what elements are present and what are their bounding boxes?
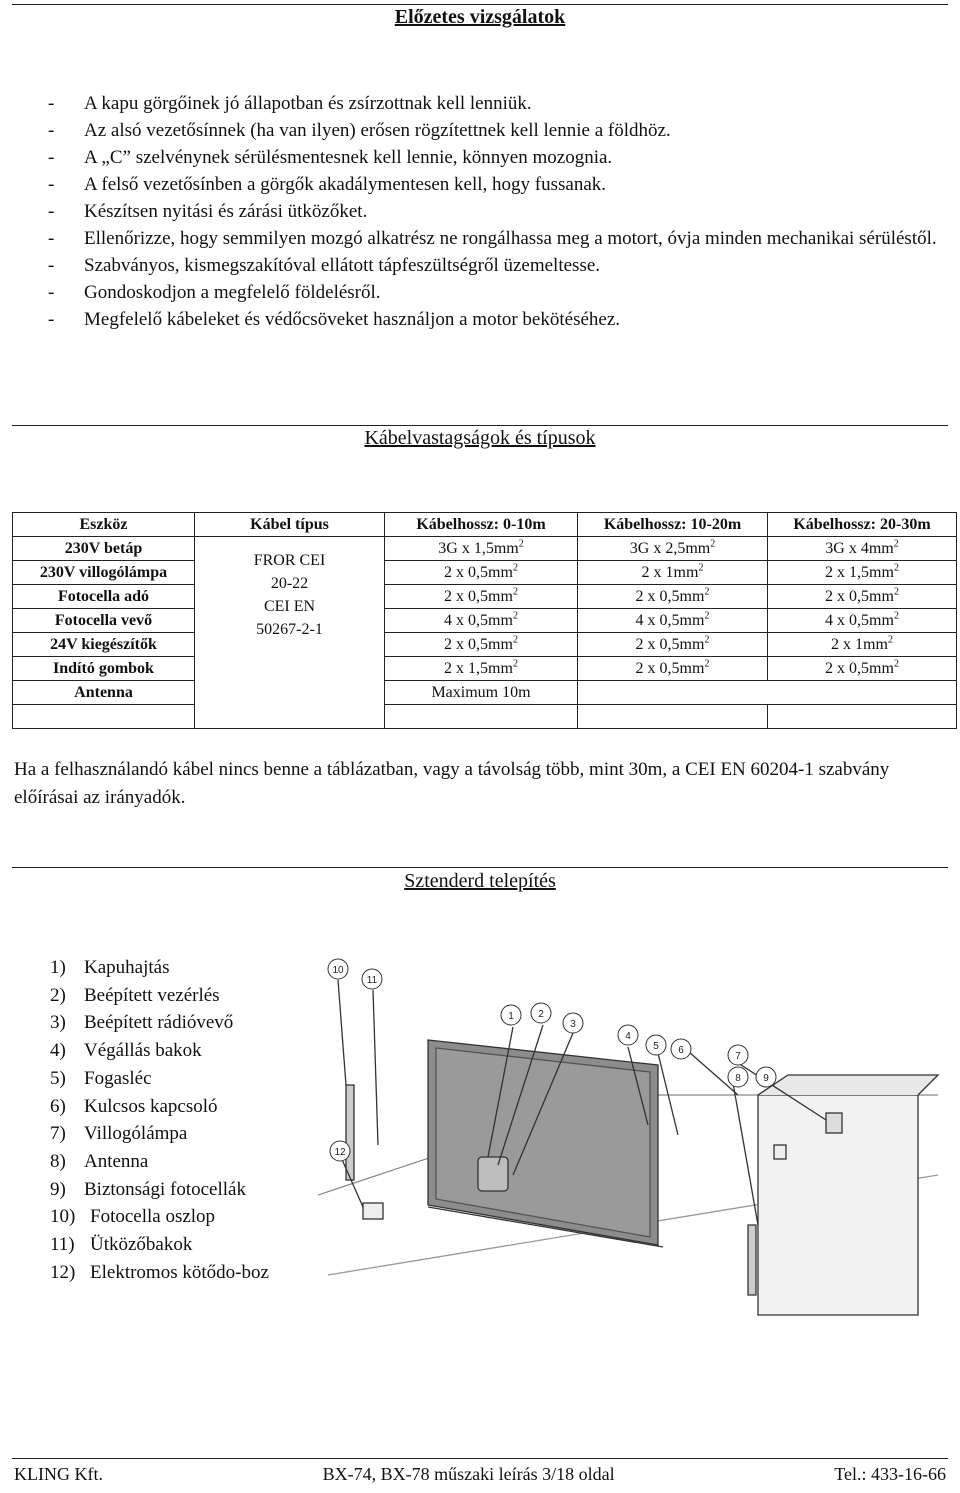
list-item: - Ellenőrizze, hogy semmilyen mozgó alkatrész ne rongálhassa meg a motort, óvja minden mechanikai sérüléstől. bbox=[48, 228, 937, 249]
callout-11 bbox=[362, 969, 382, 989]
device-cell: Indító gombok bbox=[13, 657, 195, 681]
list-item: 4) Végállás bakok bbox=[50, 1040, 202, 1062]
cable-table bbox=[12, 512, 957, 729]
value-cell: 4 x $0,5mm^2$ bbox=[385, 609, 578, 633]
table-row bbox=[13, 705, 957, 729]
value-cell: 2 x $0,5mm^2$ bbox=[768, 585, 957, 609]
section-rule bbox=[12, 867, 948, 868]
junction-box bbox=[363, 1203, 383, 1219]
device-cell: Fotocella adó bbox=[13, 585, 195, 609]
value-cell: 2 x $1mm^2$ bbox=[578, 561, 768, 585]
list-item: 2) Beépített vezérlés bbox=[50, 984, 220, 1006]
value-cell: 2 x $0,5mm^2$ bbox=[578, 633, 768, 657]
heading-prelim: Előzetes vizsgálatok bbox=[394, 6, 566, 28]
svg-text:12: 12 bbox=[334, 1147, 346, 1158]
empty-cell bbox=[385, 705, 578, 729]
list-item: - Gondoskodjon a megfelelő földelésről. bbox=[48, 282, 381, 303]
svg-text:3: 3 bbox=[570, 1019, 576, 1030]
list-item: 1) Kapuhajtás bbox=[50, 957, 170, 978]
list-item: - Szabványos, kismegszakítóval ellátott tápfeszültségről üzemeltesse. bbox=[48, 255, 601, 276]
requirements-list bbox=[48, 90, 938, 333]
callout-6 bbox=[671, 1039, 691, 1059]
callout-8 bbox=[728, 1067, 748, 1087]
svg-text:1: 1 bbox=[508, 1011, 514, 1022]
heading-install: Sztenderd telepítés bbox=[404, 870, 556, 892]
svg-text:11: 11 bbox=[366, 975, 378, 986]
footer bbox=[14, 1464, 946, 1485]
table-row bbox=[13, 561, 957, 585]
list-item: 5) Fogasléc bbox=[50, 1067, 152, 1089]
top-rule bbox=[12, 4, 948, 5]
svg-text:8: 8 bbox=[735, 1073, 741, 1084]
column-header: Kábelhossz: 10-20m bbox=[578, 513, 768, 537]
components-list bbox=[50, 954, 310, 1286]
motor bbox=[478, 1157, 508, 1191]
installation-illustration bbox=[318, 945, 948, 1335]
value-cell: 2 x $0,5mm^2$ bbox=[385, 585, 578, 609]
svg-text:7: 7 bbox=[735, 1051, 741, 1062]
list-item: 9) Biztonsági fotocellák bbox=[50, 1178, 246, 1200]
footer-doc: BX-74, BX-78 műszaki leírás 3/18 oldal bbox=[322, 1464, 615, 1484]
list-item: 6) Kulcsos kapcsoló bbox=[50, 1095, 218, 1117]
callout-5 bbox=[646, 1035, 666, 1055]
value-cell: 2 x $0,5mm^2$ bbox=[578, 657, 768, 681]
callout-9 bbox=[756, 1067, 776, 1087]
photocell-post bbox=[748, 1225, 756, 1295]
empty-cell bbox=[578, 705, 768, 729]
footer-phone: Tel.: 433-16-66 bbox=[834, 1464, 946, 1484]
section-rule bbox=[12, 425, 948, 426]
callout-2 bbox=[531, 1003, 551, 1023]
list-item: 3) Beépített rádióvevő bbox=[50, 1012, 234, 1034]
list-item: 7) Villogólámpa bbox=[50, 1123, 188, 1145]
empty-cell bbox=[768, 681, 957, 705]
value-cell: 2 x $1,5mm^2$ bbox=[768, 561, 957, 585]
svg-text:2: 2 bbox=[538, 1009, 544, 1020]
cable-type-cell: FROR CEI 20-22 CEI EN 50267-2-1 bbox=[195, 537, 385, 729]
table-row bbox=[13, 633, 957, 657]
table-row bbox=[13, 681, 957, 705]
column-header: Kábelhossz: 20-30m bbox=[768, 513, 957, 537]
svg-text:4: 4 bbox=[625, 1031, 631, 1042]
value-cell: 4 x $0,5mm^2$ bbox=[578, 609, 768, 633]
photocell-post bbox=[346, 1085, 354, 1180]
table-row bbox=[13, 537, 957, 561]
list-item: 11) Ütközőbakok bbox=[50, 1234, 193, 1256]
list-item: - Megfelelő kábeleket és védőcsöveket használjon a motor bekötéséhez. bbox=[48, 309, 621, 330]
column-header: Kábelhossz: 0-10m bbox=[385, 513, 578, 537]
callout-1 bbox=[501, 1005, 521, 1025]
value-cell: 2 x $1,5mm^2$ bbox=[385, 657, 578, 681]
callout-7 bbox=[728, 1045, 748, 1065]
value-cell: 4 x $0,5mm^2$ bbox=[768, 609, 957, 633]
list-item: 12) Elektromos kötődo-boz bbox=[50, 1261, 269, 1283]
list-item: - A „C” szelvénynek sérülésmentesnek kell lennie, könnyen mozognia. bbox=[48, 147, 613, 168]
svg-text:5: 5 bbox=[653, 1041, 659, 1052]
table-row bbox=[13, 585, 957, 609]
table-row bbox=[13, 657, 957, 681]
device-cell: 230V villogólámpa bbox=[13, 561, 195, 585]
empty-cell bbox=[768, 705, 957, 729]
column-header: Kábel típus bbox=[195, 513, 385, 537]
device-cell: Antenna bbox=[13, 681, 195, 705]
callout-4 bbox=[618, 1025, 638, 1045]
flashing-lamp bbox=[826, 1113, 842, 1133]
device-cell: 230V betáp bbox=[13, 537, 195, 561]
value-cell: 3G x $1,5mm^2$ bbox=[385, 537, 578, 561]
footer-company: KLING Kft. bbox=[14, 1464, 103, 1484]
list-item: - A felső vezetősínben a görgők akadálymentesen kell, hogy fussanak. bbox=[48, 174, 607, 195]
value-cell: 2 x $0,5mm^2$ bbox=[578, 585, 768, 609]
heading-cables: Kábelvastagságok és típusok bbox=[364, 427, 596, 449]
empty-cell bbox=[578, 681, 768, 705]
key-switch bbox=[774, 1145, 786, 1159]
device-cell: 24V kiegészítők bbox=[13, 633, 195, 657]
cable-note: Ha a felhasználandó kábel nincs benne a táblázatban, vagy a távolság több, mint 30m, a CEI EN 60204-1 szabvány előírásai az irányadók. bbox=[14, 759, 890, 808]
table-header-row bbox=[13, 513, 957, 537]
value-cell: 2 x $0,5mm^2$ bbox=[385, 633, 578, 657]
footer-rule bbox=[12, 1458, 948, 1459]
list-item: - Az alsó vezetősínnek (ha van ilyen) erősen rögzítettnek kell lennie a földhöz. bbox=[48, 120, 671, 141]
list-item: - Készítsen nyitási és zárási ütközőket. bbox=[48, 201, 368, 222]
value-cell: 2 x $1mm^2$ bbox=[768, 633, 957, 657]
list-item: 8) Antenna bbox=[50, 1150, 149, 1172]
column-header: Eszköz bbox=[13, 513, 195, 537]
list-item: 10) Fotocella oszlop bbox=[50, 1206, 216, 1228]
table-row bbox=[13, 609, 957, 633]
callout-10 bbox=[328, 959, 348, 979]
callout-3 bbox=[563, 1013, 583, 1033]
value-cell: 3G x $4mm^2$ bbox=[768, 537, 957, 561]
value-cell: 3G x $2,5mm^2$ bbox=[578, 537, 768, 561]
callout-12 bbox=[330, 1141, 350, 1161]
empty-cell bbox=[13, 705, 195, 729]
value-cell: 2 x $0,5mm^2$ bbox=[385, 561, 578, 585]
svg-text:9: 9 bbox=[763, 1073, 769, 1084]
value-cell: Maximum 10m bbox=[385, 681, 578, 705]
device-cell: Fotocella vevő bbox=[13, 609, 195, 633]
list-item: - A kapu görgőinek jó állapotban és zsírzottnak kell lenniük. bbox=[48, 93, 532, 114]
value-cell: 2 x $0,5mm^2$ bbox=[768, 657, 957, 681]
svg-text:6: 6 bbox=[678, 1045, 684, 1056]
svg-text:10: 10 bbox=[332, 965, 344, 976]
